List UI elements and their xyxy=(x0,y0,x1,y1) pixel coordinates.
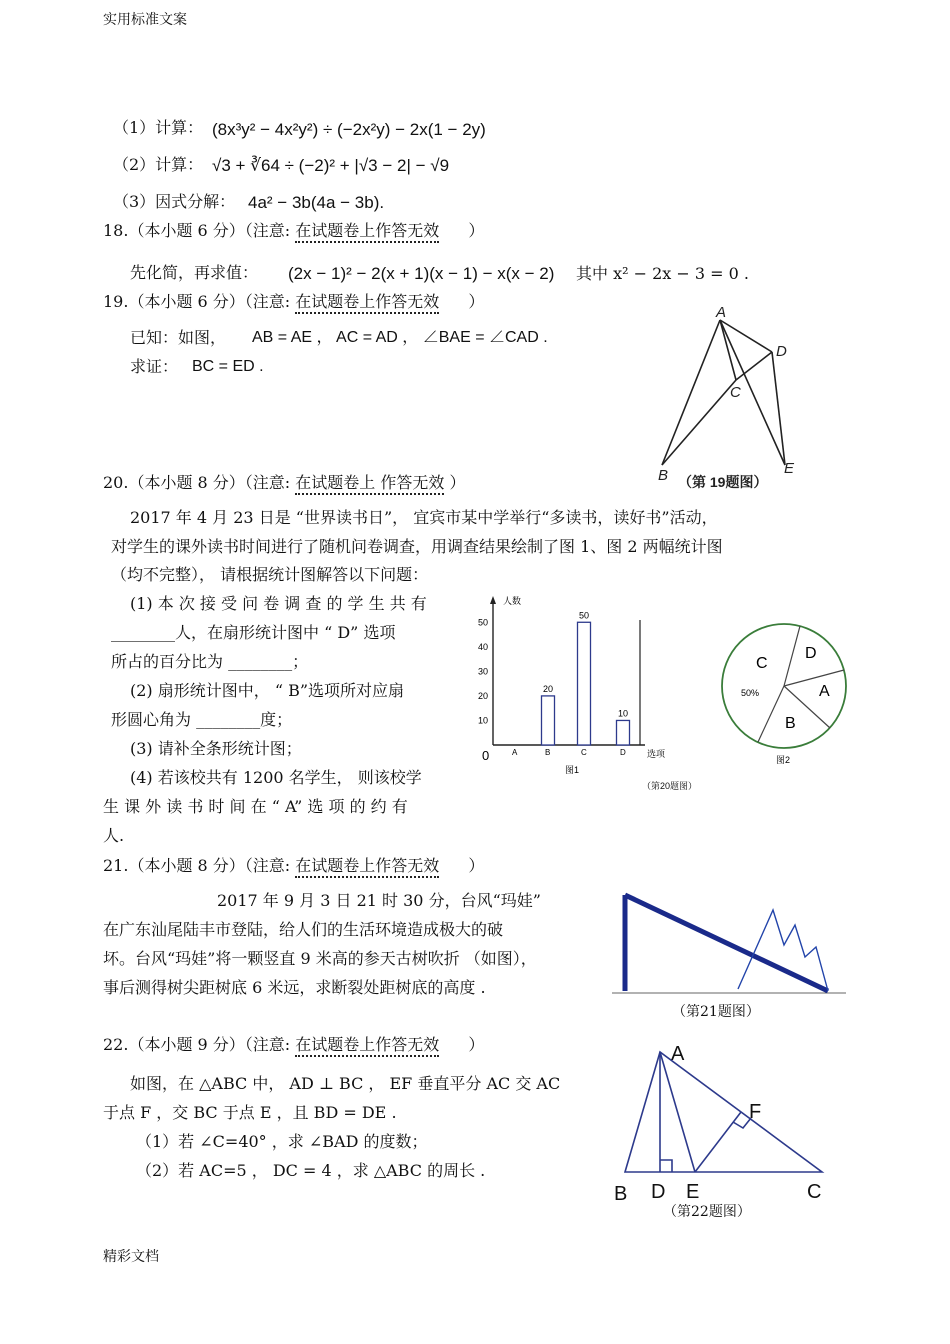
q22-line2: 于点 F ，交 BC 于点 E ，且 BD = DE . xyxy=(103,1103,397,1122)
q20-heading-emphasis: 在试题卷上 作答无效 xyxy=(295,473,444,495)
bar-chart-ytick-label: 50 xyxy=(478,617,489,628)
q21-caption: （第21题图） xyxy=(672,1004,760,1020)
q19-caption: （第 19题图） xyxy=(678,474,768,490)
q21-figure xyxy=(610,885,850,1030)
q22-part1: （1）若 ∠C=40° ，求 ∠BAD 的度数； xyxy=(136,1132,428,1151)
pie-label-percent: 50% xyxy=(741,688,760,698)
q18-heading-suffix: ） xyxy=(468,221,485,240)
bar-chart-ytick-label: 10 xyxy=(478,715,489,726)
q22-heading-emphasis: 在试题卷上作答无效 xyxy=(295,1035,439,1057)
q19-known-expression: AB = AE ， AC = AD ， ∠BAE = ∠CAD . xyxy=(252,329,548,346)
q19-point-c: C xyxy=(730,384,741,401)
q22-point-f: F xyxy=(749,1101,762,1123)
q19-prove-label: 求证： xyxy=(130,357,179,376)
bar-C xyxy=(578,622,591,745)
q18-heading xyxy=(103,221,484,241)
pie-label-c: C xyxy=(756,655,768,672)
q22-heading-prefix: 22.（本小题 9 分）（注意: xyxy=(103,1035,291,1054)
bar-chart-y-arrow xyxy=(490,596,496,604)
q22-heading-suffix: ） xyxy=(468,1035,485,1054)
q17-part2-label: （2）计算： xyxy=(113,155,204,174)
q20-q4-line-a: (4) 若该校共有 1200 名学生， 则该校学 xyxy=(130,768,422,787)
q19-point-b: B xyxy=(658,467,669,484)
q22-segment-ef xyxy=(695,1112,741,1172)
q22-right-angle-d xyxy=(660,1160,672,1172)
q22-point-c: C xyxy=(807,1181,822,1203)
q20-line1: 2017 年 4 月 23 日是 “世界读书日”， 宜宾市某中学举行“多读书，读好书”活动， xyxy=(130,508,718,527)
bar-chart-category-label: B xyxy=(545,748,551,757)
q19-heading-emphasis: 在试题卷上作答无效 xyxy=(295,292,439,314)
q20-q2-line-a: (2) 扇形统计图中， “ B”选项所对应扇 xyxy=(130,681,405,700)
pie-slice-border-cd xyxy=(784,626,800,686)
q20-q4-line-b: 生 课 外 读 书 时 间 在 “ A” 选 项 的 约 有 xyxy=(103,797,408,816)
q22-figure xyxy=(605,1040,840,1225)
q19-point-e: E xyxy=(784,460,795,477)
q17-part2-expression: √3 + ∛64 ÷ (−2)² + |√3 − 2| − √9 xyxy=(212,156,450,175)
q21-line1: 2017 年 9 月 3 日 21 时 30 分，台风“玛娃” xyxy=(217,891,541,910)
bar-chart-caption: 图1 xyxy=(565,765,580,775)
q20-heading xyxy=(103,473,466,493)
q19-prove-expression: BC = ED . xyxy=(192,358,264,375)
q17-part1-expression: (8x³y² − 4x²y²) ÷ (−2x²y) − 2x(1 − 2y) xyxy=(212,120,486,139)
q22-part2: （2）若 AC=5 ， DC = 4 ，求 △ABC 的周长 . xyxy=(136,1161,486,1180)
bar-chart-category-label: C xyxy=(581,748,587,757)
q21-line2: 在广东汕尾陆丰市登陆，给人们的生活环境造成极大的破 xyxy=(103,920,504,939)
bar-chart-category-label: D xyxy=(620,748,626,757)
q19-heading xyxy=(103,292,484,312)
bar-chart-origin: 0 xyxy=(482,748,490,763)
pie-chart xyxy=(718,620,853,770)
q22-line1: 如图，在 △ABC 中， AD ⊥ BC ， EF 垂直平分 AC 交 AC xyxy=(130,1074,561,1093)
bar-D-value-label: 10 xyxy=(618,708,629,719)
bar-D xyxy=(617,720,630,745)
q19-known-label: 已知：如图， xyxy=(130,328,227,347)
q19-segment-ab xyxy=(662,320,720,465)
q19-point-a: A xyxy=(716,304,727,321)
bar-B-value-label: 20 xyxy=(543,683,554,694)
q19-segment-bc xyxy=(662,380,736,465)
q22-segment-ae xyxy=(660,1052,695,1172)
q18-text: 先化简，再求值： xyxy=(130,263,259,282)
q19-heading-prefix: 19.（本小题 6 分）（注意: xyxy=(103,292,291,311)
q20-q1-line-a: (1) 本 次 接 受 问 卷 调 查 的 学 生 共 有 xyxy=(130,594,427,613)
q20-caption: （第20题图） xyxy=(642,781,698,791)
q21-line4: 事后测得树尖距树底 6 米远，求断裂处距树底的高度 . xyxy=(103,978,486,997)
q21-heading-prefix: 21.（本小题 8 分）（注意: xyxy=(103,856,291,875)
q19-segment-de xyxy=(772,352,785,465)
bar-B xyxy=(542,696,555,745)
q20-heading-prefix: 20.（本小题 8 分）（注意: xyxy=(103,473,291,492)
q22-point-a: A xyxy=(671,1043,685,1065)
q18-heading-emphasis: 在试题卷上作答无效 xyxy=(295,221,439,243)
q22-point-d: D xyxy=(651,1181,666,1203)
bar-chart-xlabel: 选项 xyxy=(647,749,666,759)
pie-label-a: A xyxy=(819,683,830,700)
pie-label-b: B xyxy=(785,715,796,732)
page-header: 实用标准文案 xyxy=(103,12,187,28)
bar-chart-ytick-label: 40 xyxy=(478,641,489,652)
page-footer: 精彩文档 xyxy=(103,1249,159,1265)
q22-heading xyxy=(103,1035,484,1055)
pie-chart-caption: 图2 xyxy=(776,755,791,765)
q20-line3: （均不完整）， 请根据统计图解答以下问题： xyxy=(111,565,429,584)
q19-heading-suffix: ） xyxy=(468,292,485,311)
q20-line2: 对学生的课外读书时间进行了随机问卷调查，用调查结果绘制了图 1、图 2 两幅统计图 xyxy=(111,537,723,556)
q20-q2-line-b: 形圆心角为 ________度； xyxy=(111,710,293,729)
bar-C-value-label: 50 xyxy=(579,610,590,621)
q21-mountain-outline xyxy=(738,910,828,991)
pie-label-d: D xyxy=(805,645,817,662)
bar-chart-category-label: A xyxy=(512,748,518,757)
q20-q1-line-b: ________人，在扇形统计图中 “ D” 选项 xyxy=(111,623,396,642)
q19-point-d: D xyxy=(776,343,787,360)
q21-heading xyxy=(103,856,484,876)
q22-caption: （第22题图） xyxy=(663,1204,751,1220)
q21-line3: 坏。台风“玛娃”将一颗竖直 9 米高的参天古树吹折 （如图）， xyxy=(103,949,537,968)
q22-triangle-abc xyxy=(625,1052,822,1172)
q17-part3-label: （3）因式分解： xyxy=(113,192,236,211)
q17-part1-label: （1）计算： xyxy=(113,118,204,137)
q17-part3-expression: 4a² − 3b(4a − 3b). xyxy=(248,193,385,212)
q21-fallen-top xyxy=(625,895,828,991)
q20-q1-line-c: 所占的百分比为 ________； xyxy=(111,652,309,671)
q21-heading-suffix: ） xyxy=(468,856,485,875)
pie-slice-border-bc xyxy=(758,686,784,742)
pie-slice-border-da xyxy=(784,670,844,686)
q21-heading-emphasis: 在试题卷上作答无效 xyxy=(295,856,439,878)
q19-figure xyxy=(650,305,810,495)
bar-chart-ytick-label: 20 xyxy=(478,690,489,701)
q20-heading-suffix: ） xyxy=(449,473,466,492)
q18-condition: 其中 x² − 2x − 3 = 0 . xyxy=(576,264,749,283)
bar-chart-ytick-label: 30 xyxy=(478,666,489,677)
q18-expression: (2x − 1)² − 2(x + 1)(x − 1) − x(x − 2) xyxy=(288,264,555,283)
q20-q4-line-c: 人. xyxy=(103,826,125,845)
q20-q3: (3) 请补全条形统计图； xyxy=(130,739,302,758)
bar-chart xyxy=(470,590,680,800)
q22-point-e: E xyxy=(686,1181,700,1203)
q22-point-b: B xyxy=(614,1183,628,1205)
q18-heading-prefix: 18.（本小题 6 分）（注意: xyxy=(103,221,291,240)
bar-chart-ylabel: 人数 xyxy=(503,596,522,606)
